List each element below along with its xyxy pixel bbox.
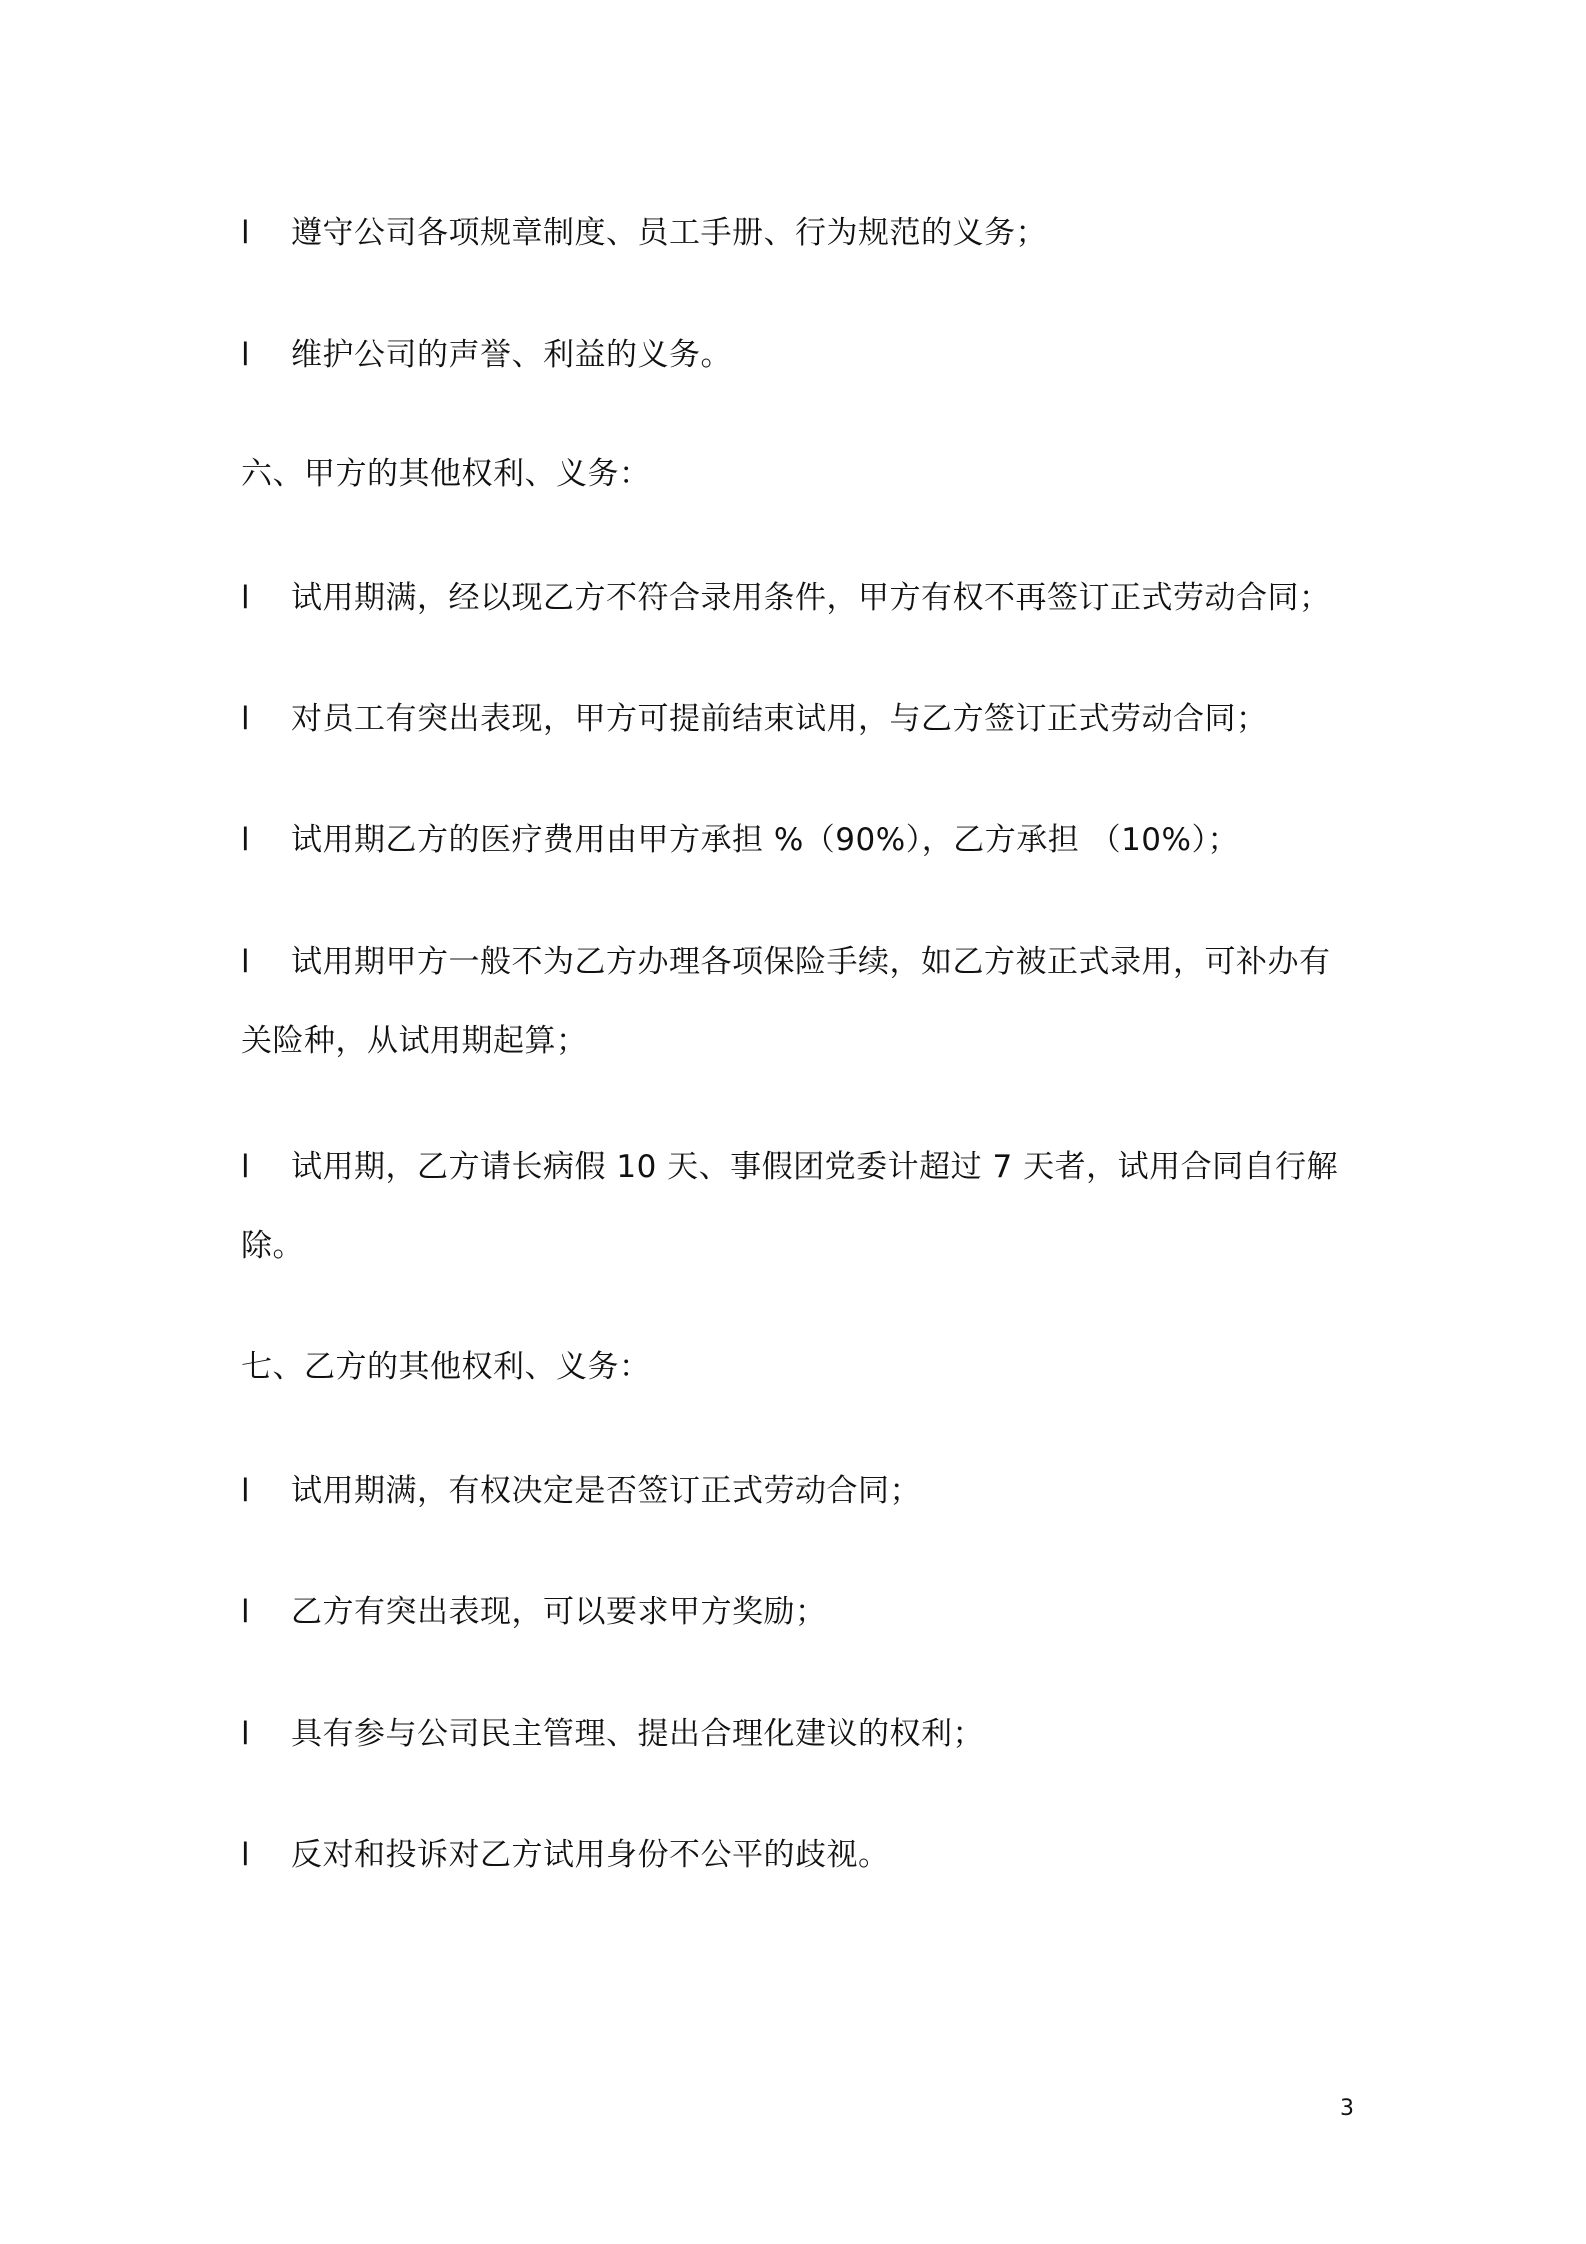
bullet-marker: l bbox=[241, 1594, 251, 1630]
bullet-marker: l bbox=[241, 1837, 251, 1873]
list-item bbox=[241, 944, 1361, 980]
list-item bbox=[241, 1149, 1361, 1185]
list-item-text: 反对和投诉对乙方试用身份不公平的歧视。 bbox=[291, 1837, 890, 1873]
list-item-text: 具有参与公司民主管理、提出合理化建议的权利； bbox=[291, 1716, 984, 1752]
section-heading: 六、甲方的其他权利、义务： bbox=[241, 456, 651, 492]
list-item bbox=[241, 580, 1361, 616]
list-item-text: 试用期甲方一般不为乙方办理各项保险手续，如乙方被正式录用，可补办有 bbox=[291, 944, 1331, 980]
list-item-text: 维护公司的声誉、利益的义务。 bbox=[291, 337, 732, 373]
list-item-text: 试用期满，经以现乙方不符合录用条件，甲方有权不再签订正式劳动合同； bbox=[291, 580, 1331, 616]
list-item bbox=[241, 1716, 1361, 1752]
bullet-marker: l bbox=[241, 215, 251, 251]
list-item-text: 对员工有突出表现，甲方可提前结束试用，与乙方签订正式劳动合同； bbox=[291, 701, 1268, 737]
list-item bbox=[241, 337, 1361, 373]
list-item-continuation: 除。 bbox=[241, 1228, 304, 1264]
list-item-text: 乙方有突出表现，可以要求甲方奖励； bbox=[291, 1594, 827, 1630]
list-item-text: 试用期乙方的医疗费用由甲方承担 %（90%），乙方承担 （10%）； bbox=[291, 822, 1239, 858]
list-item bbox=[241, 1473, 1361, 1509]
bullet-marker: l bbox=[241, 944, 251, 980]
list-item-continuation: 关险种，从试用期起算； bbox=[241, 1023, 588, 1059]
bullet-marker: l bbox=[241, 337, 251, 373]
page-number: 3 bbox=[1340, 2096, 1354, 2121]
bullet-marker: l bbox=[241, 1149, 251, 1185]
list-item bbox=[241, 215, 1361, 251]
list-item bbox=[241, 822, 1361, 858]
bullet-marker: l bbox=[241, 701, 251, 737]
bullet-marker: l bbox=[241, 1473, 251, 1509]
list-item-text: 试用期满，有权决定是否签订正式劳动合同； bbox=[291, 1473, 921, 1509]
list-item bbox=[241, 1837, 1361, 1873]
list-item-text: 试用期，乙方请长病假 10 天、事假团党委计超过 7 天者，试用合同自行解 bbox=[291, 1149, 1339, 1185]
section-heading: 七、乙方的其他权利、义务： bbox=[241, 1349, 651, 1385]
bullet-marker: l bbox=[241, 822, 251, 858]
bullet-marker: l bbox=[241, 580, 251, 616]
list-item bbox=[241, 1594, 1361, 1630]
bullet-marker: l bbox=[241, 1716, 251, 1752]
list-item bbox=[241, 701, 1361, 737]
list-item-text: 遵守公司各项规章制度、员工手册、行为规范的义务； bbox=[291, 215, 1047, 251]
